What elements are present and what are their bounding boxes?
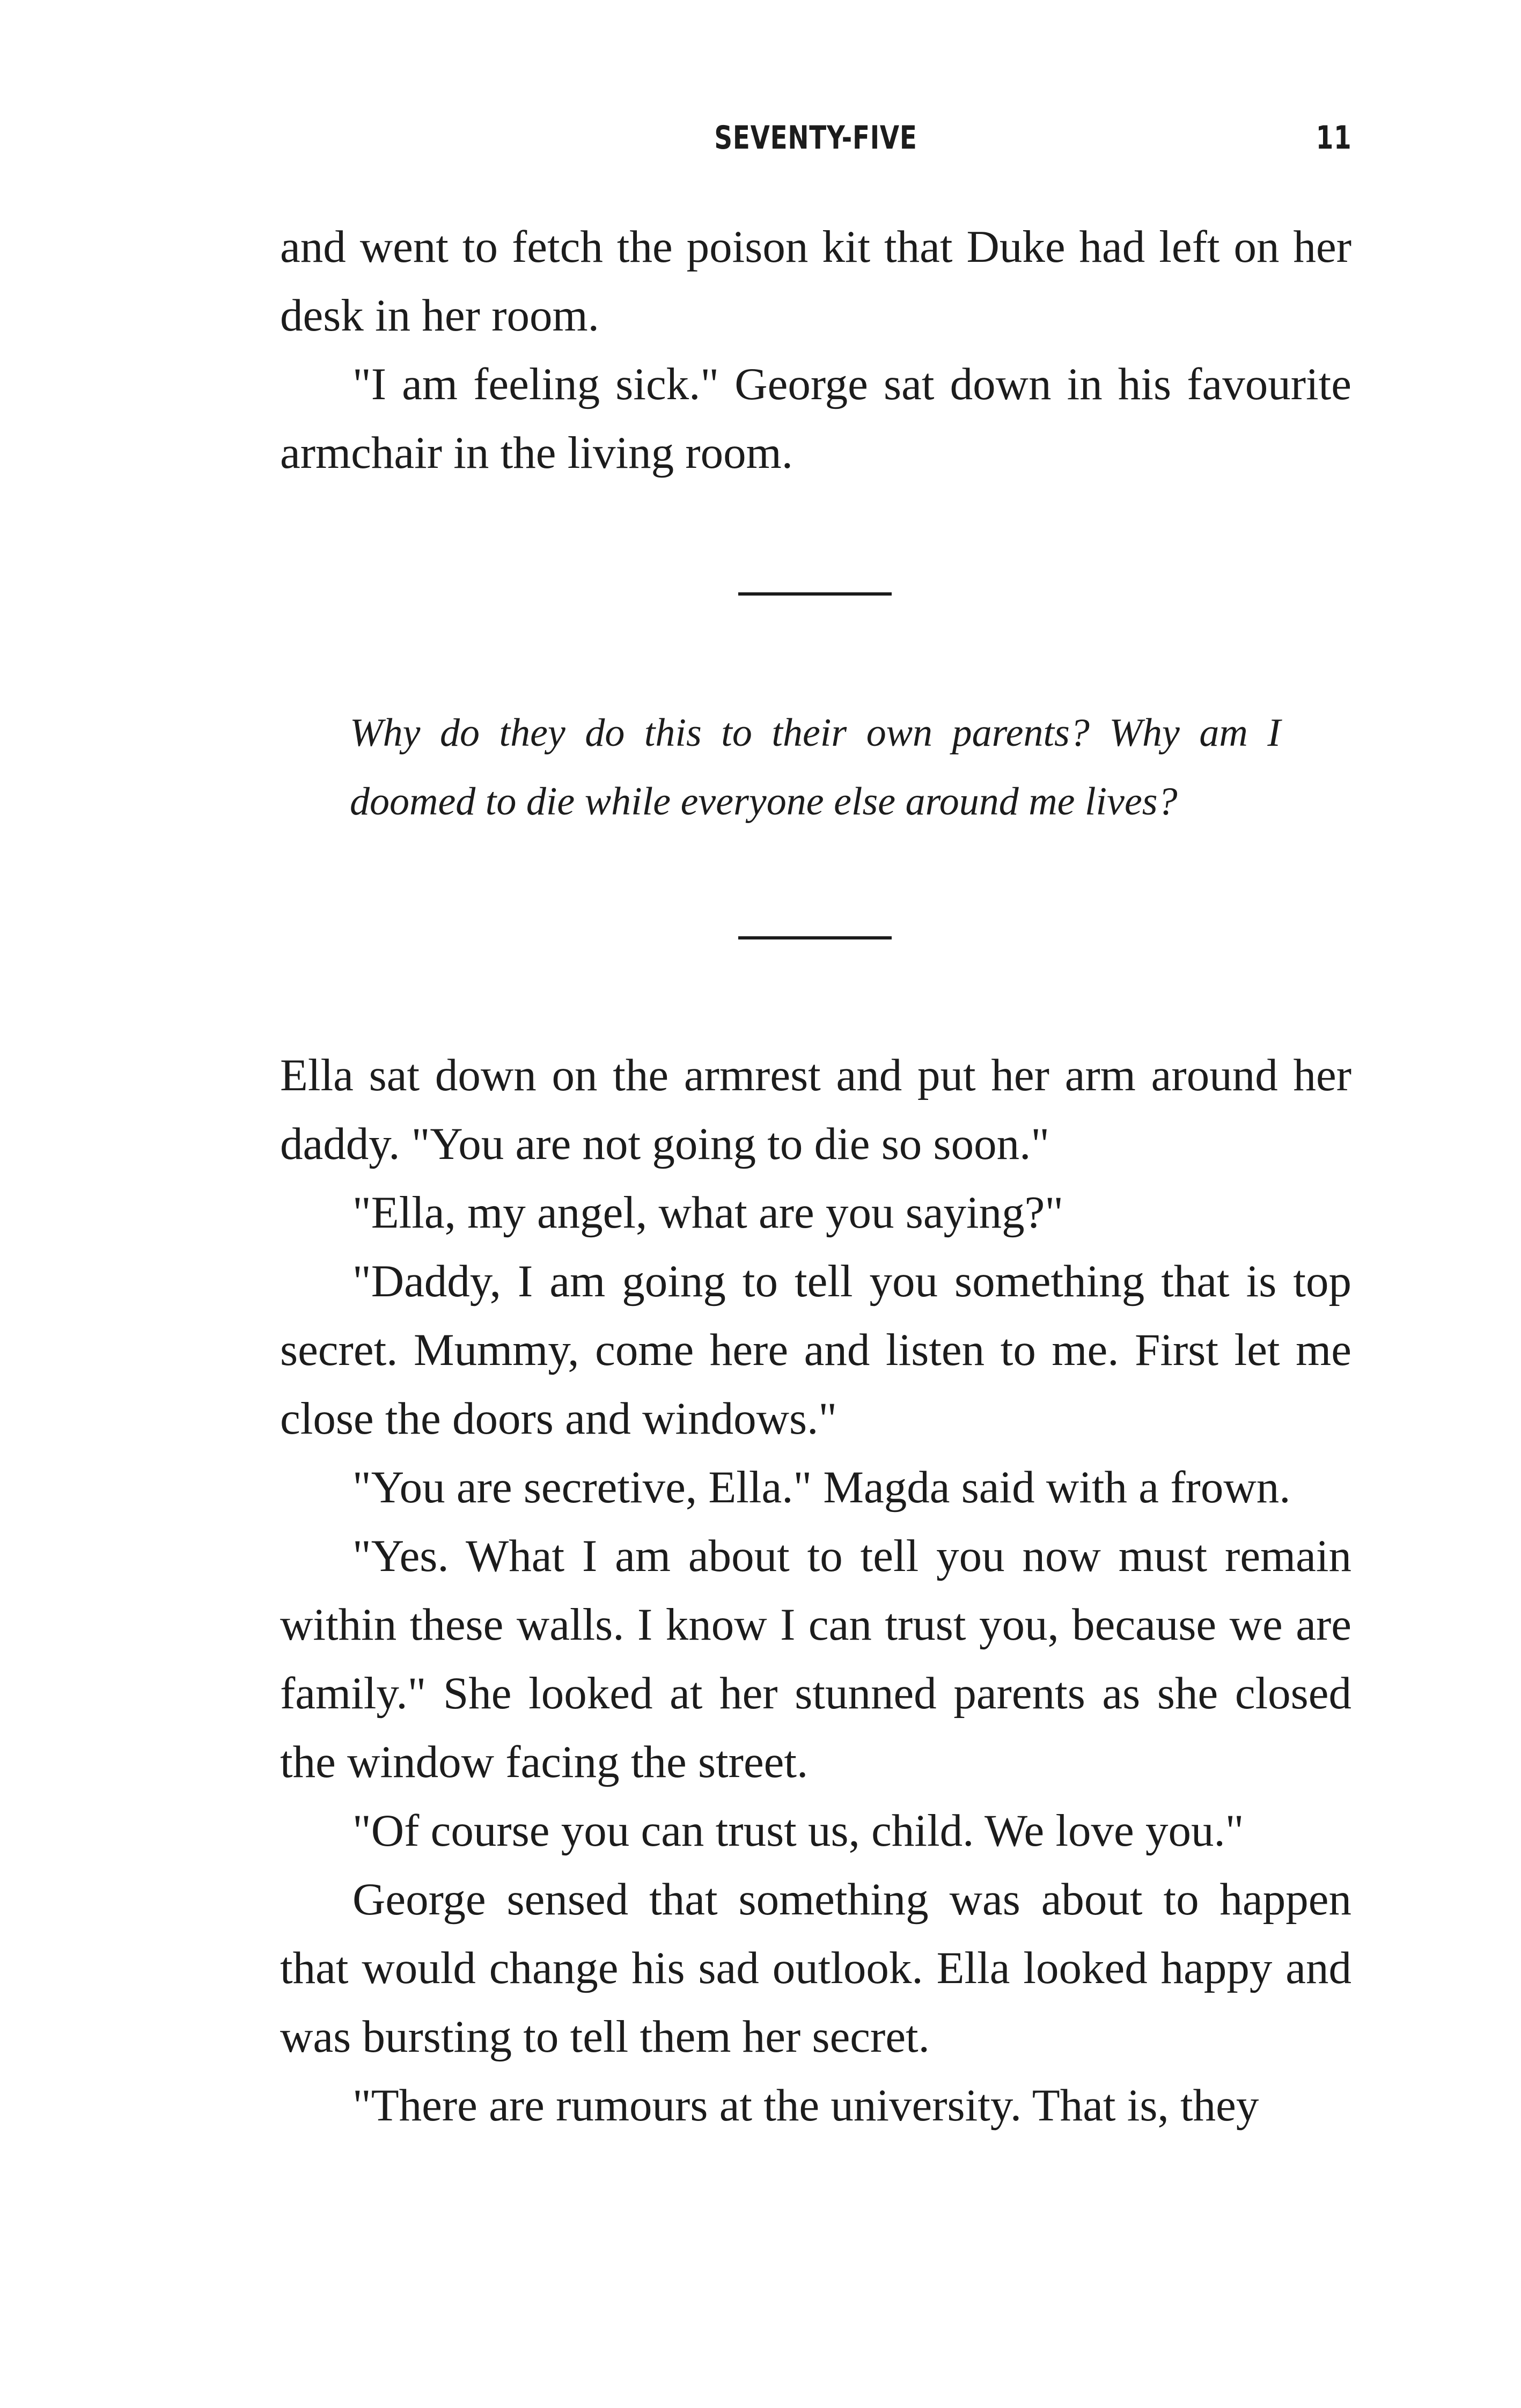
- paragraph: George sensed that something was about to happen that would change his sad outlook. Ella looked happy and was bursting to tell them her secret.: [280, 1874, 1351, 2062]
- paragraph: "There are rumours at the university. That is, they: [352, 2080, 1259, 2131]
- paragraph: "I am feeling sick." George sat down in his favourite armchair in the living room.: [280, 359, 1351, 478]
- paragraph: "Ella, my angel, what are you saying?": [352, 1187, 1064, 1238]
- paragraph: Ella sat down on the armrest and put her arm around her daddy. "You are not going to die so soon.": [280, 1050, 1351, 1169]
- page-header: [280, 119, 1351, 167]
- running-title: SEVENTY-FIVE: [714, 119, 917, 157]
- bottom-text-block: [280, 1041, 1351, 2140]
- page-number: 11: [1316, 119, 1351, 157]
- paragraph: "Daddy, I am going to tell you something that is top secret. Mummy, come here and listen to me. First let me close the doors and windows.": [280, 1256, 1351, 1444]
- italic-thought: Why do they do this to their own parents? Why am I doomed to die while everyone else around me lives?: [350, 711, 1281, 824]
- paragraph: "Of course you can trust us, child. We love you.": [352, 1805, 1244, 1856]
- section-divider: [738, 936, 892, 939]
- paragraph: "Yes. What I am about to tell you now must remain within these walls. I know I can trust you, because we are family." She looked at her stunned parents as she closed the window facing the street.: [280, 1531, 1351, 1787]
- section-divider: [738, 592, 892, 596]
- paragraph: and went to fetch the poison kit that Duke had left on her desk in her room.: [280, 222, 1351, 341]
- top-text-block: [280, 212, 1351, 487]
- paragraph: "You are secretive, Ella." Magda said with a frown.: [352, 1462, 1291, 1513]
